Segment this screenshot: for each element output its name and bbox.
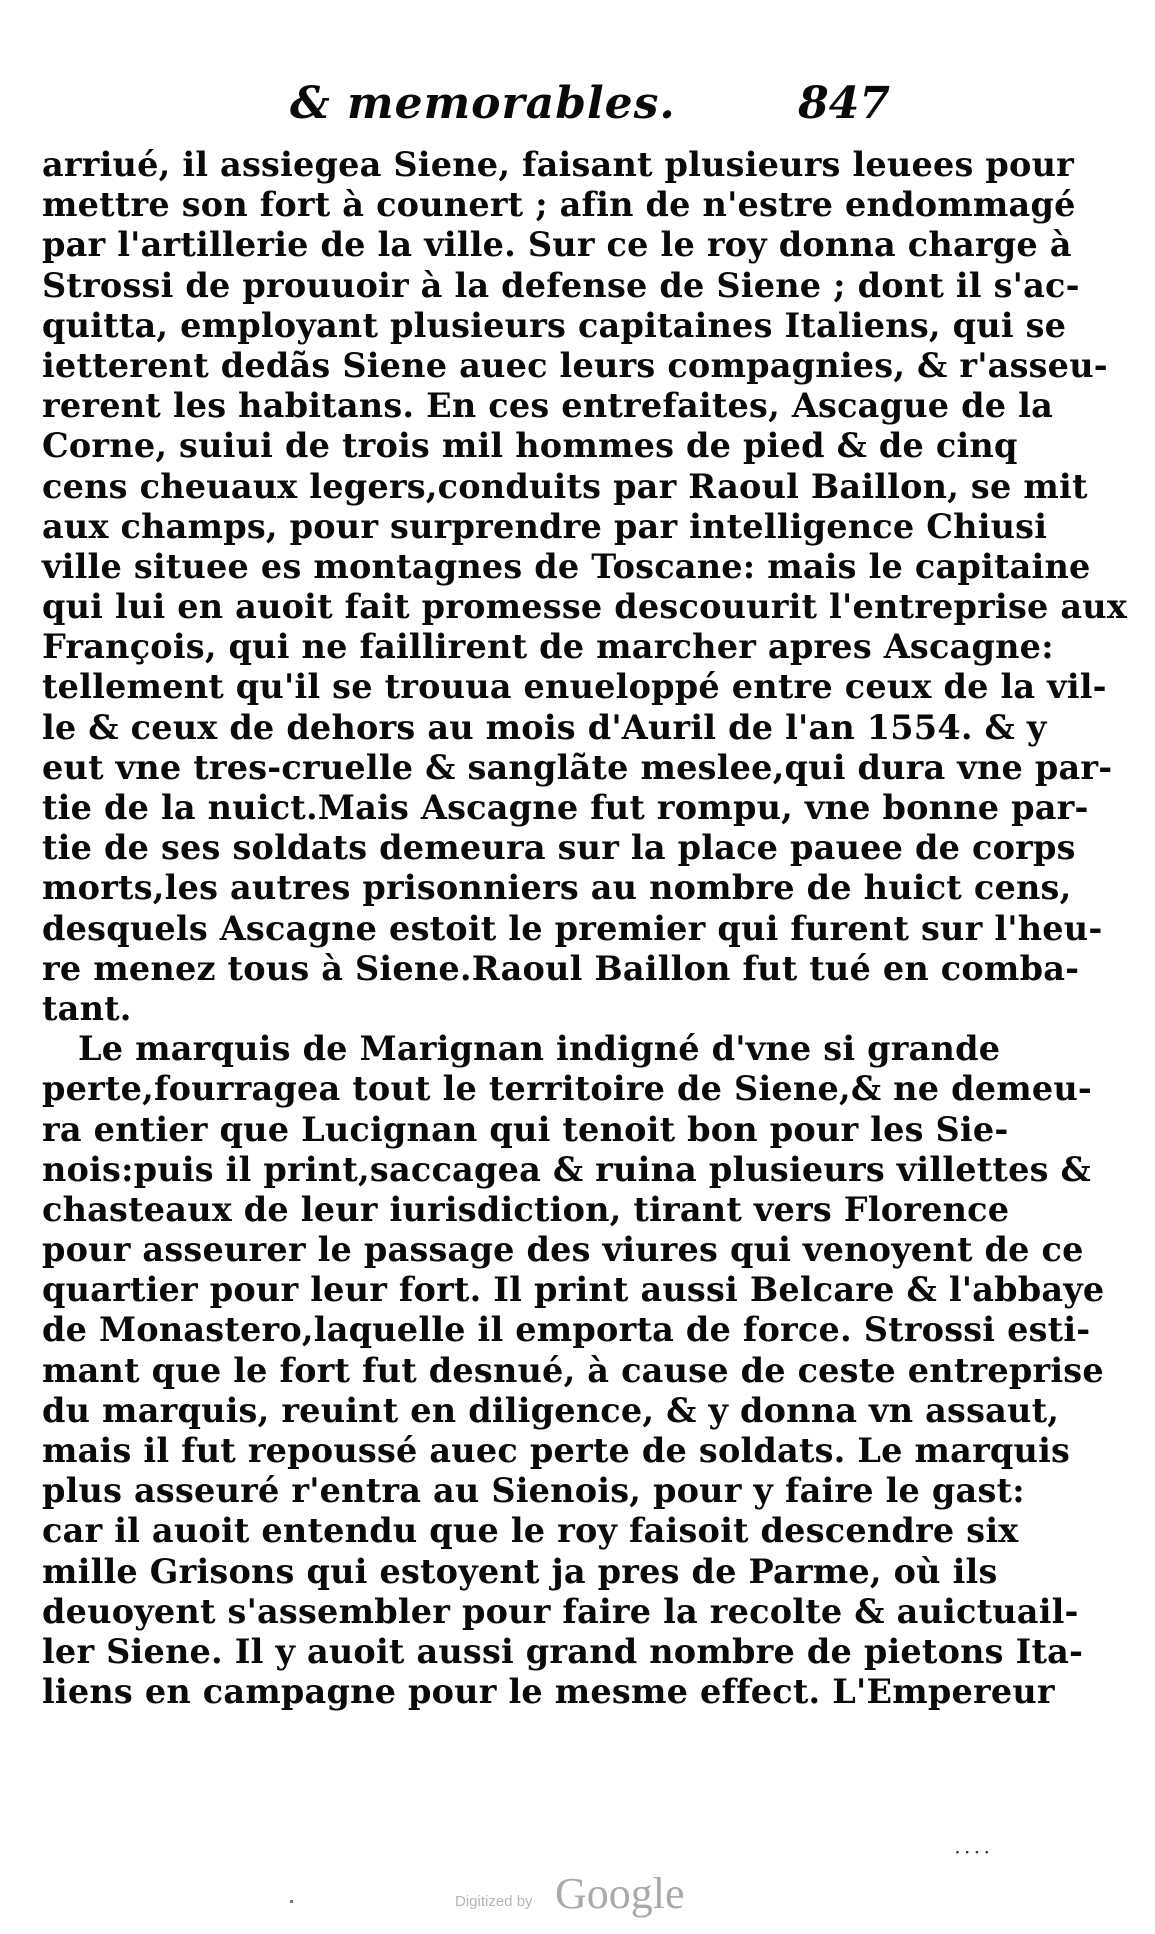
text-line: arriué, il assiegea Siene, faisant plusieurs leuees pour <box>42 145 1075 184</box>
page-number: 847 <box>798 78 890 129</box>
text-line: qui lui en auoit fait promesse descouurit l'entreprise aux <box>42 587 1128 627</box>
text-line: tant. <box>42 988 132 1028</box>
text-line: aux champs, pour surprendre par intelligence Chiusi <box>42 506 1048 546</box>
text-line: par l'artillerie de la ville. Sur ce le roy donna charge à <box>42 225 1072 265</box>
digitization-watermark <box>455 1868 715 1918</box>
text-line: car il auoit entendu que le roy faisoit descendre six <box>42 1511 1019 1551</box>
watermark-prefix: Digitized by <box>455 1893 533 1910</box>
text-line: desquels Ascagne estoit le premier qui furent sur l'heu- <box>42 908 1103 948</box>
print-speck <box>290 1900 293 1903</box>
text-line: cens cheuaux legers,conduits par Raoul Baillon, se mit <box>42 466 1088 506</box>
text-line: plus asseuré r'entra au Sienois, pour y faire le gast: <box>42 1471 1025 1511</box>
text-line: tie de la nuict.Mais Ascagne fut rompu, vne bonne par- <box>42 788 1089 827</box>
text-line: perte,fourragea tout le territoire de Siene,& ne demeu- <box>42 1069 1093 1109</box>
running-title: & memorables. <box>290 78 676 129</box>
text-line: Strossi de prouuoir à la defense de Siene ; dont il s'ac- <box>42 265 1080 305</box>
running-head <box>270 78 890 138</box>
text-line: pour asseurer le passage des viures qui venoyent de ce <box>42 1230 1084 1270</box>
text-line: ler Siene. Il y auoit aussi grand nombre de pietons Ita- <box>42 1631 1084 1671</box>
watermark-logo: Google <box>555 1869 685 1918</box>
text-line: de Monastero,laquelle il emporta de force. Strossi esti- <box>42 1310 1091 1350</box>
text-line: eut vne tres-cruelle & sanglãte meslee,qui dura vne par- <box>42 747 1113 787</box>
body-text <box>42 145 1128 1712</box>
text-line: tellement qu'il se trouua enueloppé entre ceux de la vil- <box>42 667 1107 707</box>
text-line: mais il fut repoussé auec perte de soldats. Le marquis <box>42 1431 1071 1470</box>
text-line: nois:puis il print,saccagea & ruina plusieurs villettes & <box>42 1149 1091 1189</box>
text-line: mettre son fort à counert ; afin de n'estre endommagé <box>42 185 1076 225</box>
text-line: liens en campagne pour le mesme effect. L'Empereur <box>42 1672 1055 1712</box>
text-line: chasteaux de leur iurisdiction, tirant vers Florence <box>42 1189 1010 1229</box>
paragraph-2 <box>42 1029 1105 1712</box>
text-line: François, qui ne faillirent de marcher apres Ascagne: <box>42 627 1054 667</box>
text-line: ietterent dedãs Siene auec leurs compagnies, & r'asseu- <box>42 345 1108 385</box>
text-line: rerent les habitans. En ces entrefaites, Ascague de la <box>42 386 1053 426</box>
text-line: tie de ses soldats demeura sur la place pauee de corps <box>42 828 1076 868</box>
text-line: morts,les autres prisonniers au nombre de huict cens, <box>42 868 1072 908</box>
text-line: Corne, suiui de trois mil hommes de pied & de cinq <box>42 426 1018 466</box>
text-line: re menez tous à Siene.Raoul Baillon fut tué en comba- <box>42 948 1080 988</box>
text-line: quitta, employant plusieurs capitaines Italiens, qui se <box>42 305 1067 345</box>
text-line: mant que le fort fut desnué, à cause de ceste entreprise <box>42 1350 1104 1390</box>
text-line: du marquis, reuint en diligence, & y donna vn assaut, <box>42 1390 1060 1430</box>
text-line: mille Grisons qui estoyent ja pres de Parme, où ils <box>42 1551 998 1591</box>
text-line: le & ceux de dehors au mois d'Auril de l'an 1554. & y <box>42 707 1047 747</box>
text-line: Le marquis de Marignan indigné d'vne si grande <box>78 1029 1001 1069</box>
text-line: ra entier que Lucignan qui tenoit bon pour les Sie- <box>42 1109 1009 1149</box>
text-line: quartier pour leur fort. Il print aussi Belcare & l'abbaye <box>42 1270 1105 1310</box>
print-speck-marks: · · · · <box>955 1845 990 1861</box>
text-line: deuoyent s'assembler pour faire la recolte & auictuail- <box>42 1591 1079 1631</box>
text-line: ville situee es montagnes de Toscane: mais le capitaine <box>42 546 1091 586</box>
paragraph-1 <box>42 145 1128 1029</box>
